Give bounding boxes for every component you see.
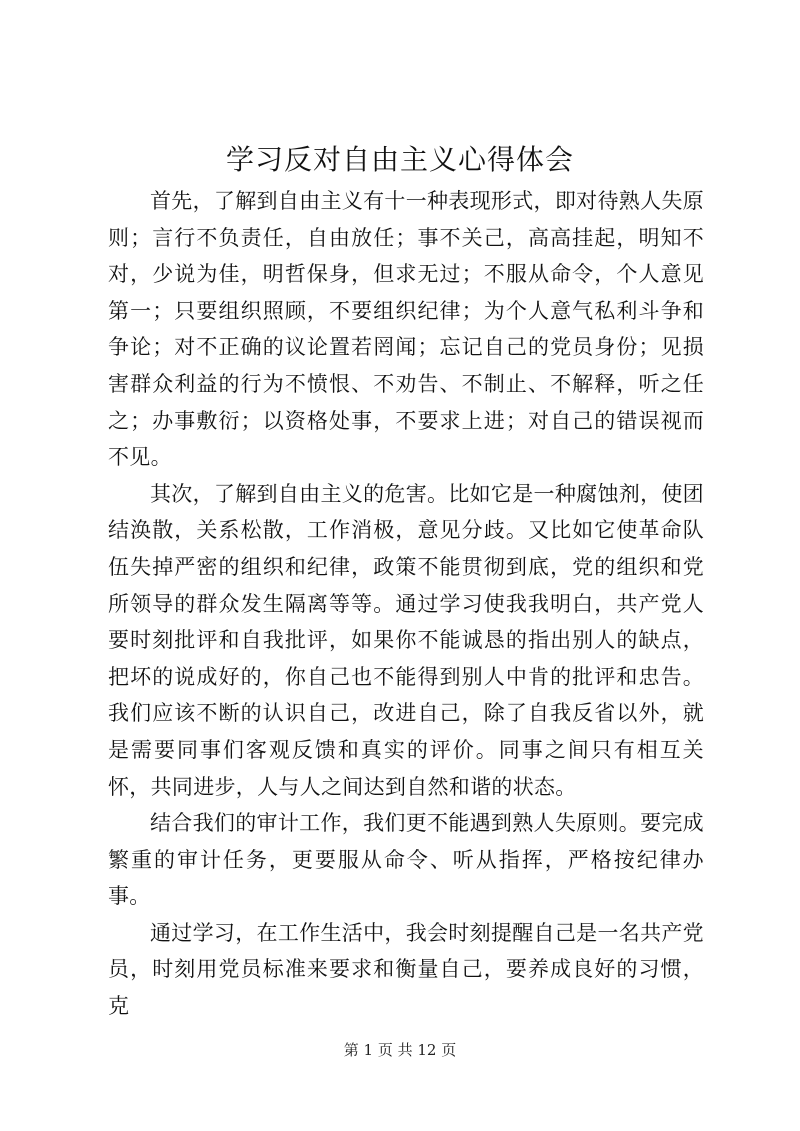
document-title: 学习反对自由主义心得体会	[225, 143, 574, 176]
paragraph-4: 通过学习，在工作生活中，我会时刻提醒自己是一名共产党员，时刻用党员标准来要求和衡量自己，要养成良好的习惯，克	[108, 920, 704, 1019]
document-body	[108, 183, 704, 1025]
paragraph-3: 结合我们的审计工作，我们更不能遇到熟人失原则。要完成繁重的审计任务，更要服从命令、听从指挥，严格按纪律办事。	[108, 811, 704, 909]
paragraph-1: 首先，了解到自由主义有十一种表现形式，即对待熟人失原则；言行不负责任，自由放任；事不关己，高高挂起，明知不对，少说为佳，明哲保身，但求无过；不服从命令，个人意见第一；只要组织照顾，不要组织纪律；为个人意气私利斗争和争论；对不正确的议论置若罔闻；忘记自己的党员身份；见损害群众利益的行为不愤恨、不劝告、不制止、不解释，听之任之；办事敷衍；以资格处事，不要求上进；对自己的错误视而不见。	[108, 189, 704, 470]
paragraph-2: 其次，了解到自由主义的危害。比如它是一种腐蚀剂，使团结涣散，关系松散，工作消极，意见分歧。又比如它使革命队伍失掉严密的组织和纪律，政策不能贯彻到底，党的组织和党所领导的群众发生隔离等等。通过学习使我我明白，共产党人要时刻批评和自我批评，如果你不能诚恳的指出别人的缺点，把坏的说成好的，你自己也不能得到别人中肯的批评和忠告。我们应该不断的认识自己，改进自己，除了自我反省以外，就是需要同事们客观反馈和真实的评价。同事之间只有相互关怀，共同进步，人与人之间达到自然和谐的状态。	[108, 481, 704, 799]
page-footer: 第 1 页 共 12 页	[343, 1041, 457, 1059]
